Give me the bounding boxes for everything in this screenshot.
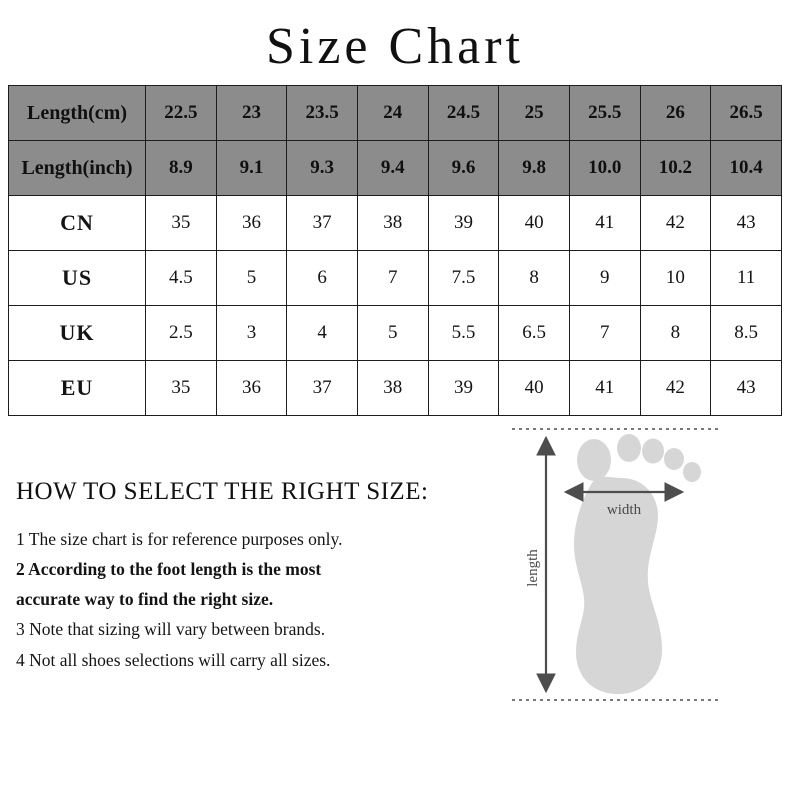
table-row (9, 306, 782, 361)
table-row (9, 141, 782, 196)
table-cell: 9.4 (357, 141, 428, 196)
how-to-line: 1 The size chart is for reference purposes only. (16, 529, 343, 550)
table-cell: 37 (287, 361, 358, 416)
table-cell: 9.8 (499, 141, 570, 196)
row-header: US (9, 251, 146, 306)
how-to-select-block (10, 478, 480, 716)
table-row (9, 251, 782, 306)
row-header: Length(cm) (9, 86, 146, 141)
table-cell: 37 (287, 196, 358, 251)
table-cell: 23 (216, 86, 287, 141)
how-to-line: accurate way to find the right size. (16, 589, 274, 610)
toe-icon (642, 439, 664, 464)
lower-section (0, 478, 790, 716)
row-header: EU (9, 361, 146, 416)
size-table (8, 85, 782, 416)
table-cell: 42 (640, 196, 711, 251)
table-cell: 10.0 (569, 141, 640, 196)
foot-measurement-diagram (490, 416, 780, 716)
table-cell: 9.1 (216, 141, 287, 196)
length-label: length (525, 549, 541, 587)
table-cell: 24.5 (428, 86, 499, 141)
table-cell: 11 (711, 251, 782, 306)
table-cell: 38 (357, 196, 428, 251)
table-cell: 40 (499, 361, 570, 416)
table-cell: 8.5 (711, 306, 782, 361)
table-cell: 7 (569, 306, 640, 361)
toe-icon (683, 462, 701, 482)
foot-shape-icon (574, 434, 701, 694)
table-cell: 10.4 (711, 141, 782, 196)
how-to-line: 4 Not all shoes selections will carry all sizes. (16, 649, 331, 670)
table-cell: 7 (357, 251, 428, 306)
table-cell: 43 (711, 361, 782, 416)
toe-icon (664, 448, 684, 470)
table-cell: 43 (711, 196, 782, 251)
table-cell: 5.5 (428, 306, 499, 361)
table-cell: 9.3 (287, 141, 358, 196)
table-cell: 35 (146, 196, 217, 251)
table-cell: 22.5 (146, 86, 217, 141)
size-table-body (9, 86, 782, 416)
table-cell: 5 (357, 306, 428, 361)
table-row (9, 361, 782, 416)
table-cell: 7.5 (428, 251, 499, 306)
table-cell: 38 (357, 361, 428, 416)
table-cell: 36 (216, 196, 287, 251)
table-cell: 3 (216, 306, 287, 361)
table-cell: 23.5 (287, 86, 358, 141)
table-cell: 5 (216, 251, 287, 306)
row-header: UK (9, 306, 146, 361)
foot-diagram-svg (490, 416, 780, 716)
table-cell: 4.5 (146, 251, 217, 306)
big-toe-icon (577, 439, 611, 481)
table-cell: 36 (216, 361, 287, 416)
table-cell: 26.5 (711, 86, 782, 141)
table-cell: 10 (640, 251, 711, 306)
row-header: Length(inch) (9, 141, 146, 196)
table-cell: 8.9 (146, 141, 217, 196)
table-row (9, 196, 782, 251)
table-cell: 41 (569, 196, 640, 251)
how-to-line: 2 According to the foot length is the most (16, 559, 322, 580)
table-row (9, 86, 782, 141)
table-cell: 25.5 (569, 86, 640, 141)
how-to-line: 3 Note that sizing will vary between brands. (16, 619, 326, 640)
table-cell: 2.5 (146, 306, 217, 361)
page-title: Size Chart (265, 18, 525, 75)
table-cell: 24 (357, 86, 428, 141)
toe-icon (617, 434, 641, 462)
table-cell: 39 (428, 361, 499, 416)
table-cell: 35 (146, 361, 217, 416)
table-cell: 8 (640, 306, 711, 361)
table-cell: 8 (499, 251, 570, 306)
table-cell: 25 (499, 86, 570, 141)
row-header: CN (9, 196, 146, 251)
table-cell: 26 (640, 86, 711, 141)
table-cell: 6 (287, 251, 358, 306)
table-cell: 40 (499, 196, 570, 251)
width-label: width (606, 502, 642, 519)
table-cell: 9 (569, 251, 640, 306)
table-cell: 6.5 (499, 306, 570, 361)
table-cell: 41 (569, 361, 640, 416)
table-cell: 9.6 (428, 141, 499, 196)
table-cell: 39 (428, 196, 499, 251)
table-cell: 42 (640, 361, 711, 416)
size-table-container (0, 85, 790, 416)
how-to-heading: HOW TO SELECT THE RIGHT SIZE: (16, 478, 429, 506)
table-cell: 4 (287, 306, 358, 361)
table-cell: 10.2 (640, 141, 711, 196)
